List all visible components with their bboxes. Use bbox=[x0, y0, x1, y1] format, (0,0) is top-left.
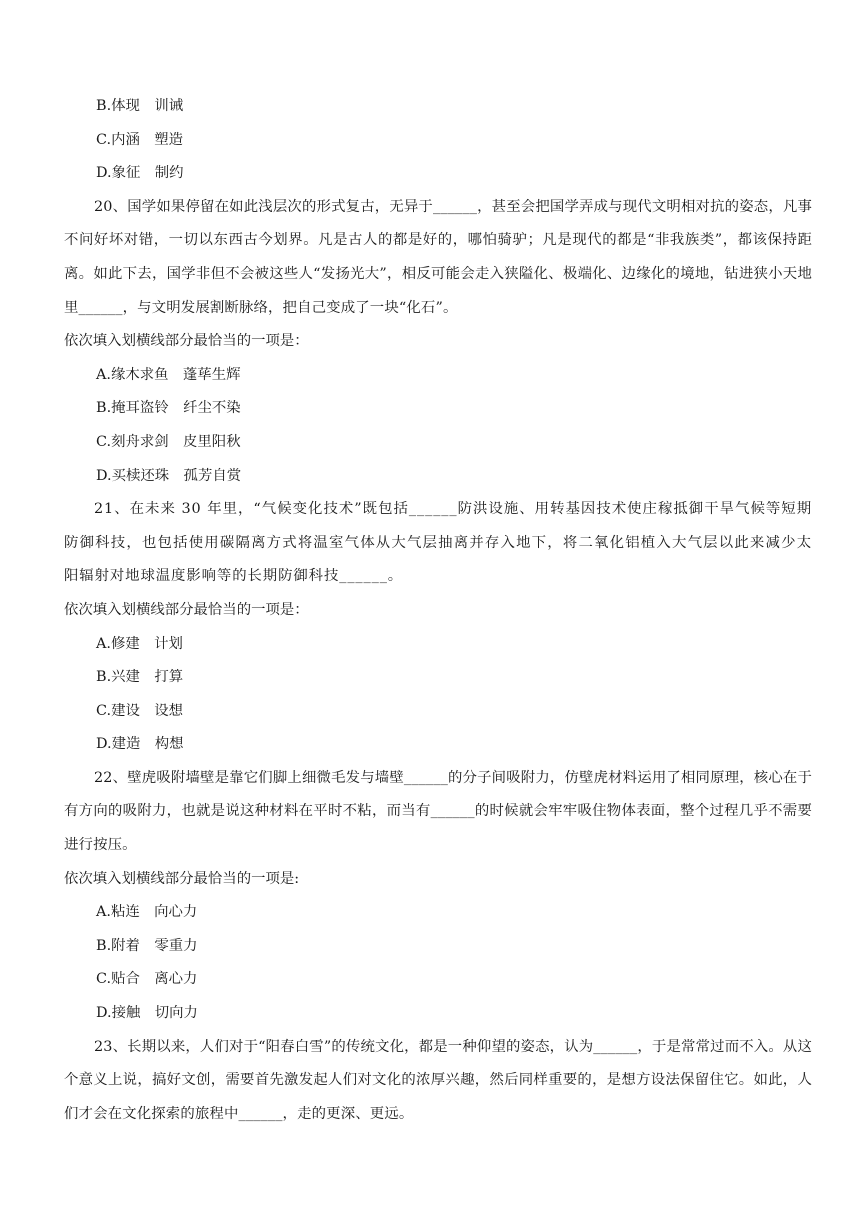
q21-option-d: D.建造 构想 bbox=[96, 736, 184, 753]
q22-option-d: D.接触 切向力 bbox=[96, 1005, 198, 1022]
q19-option-d: D.象征 制约 bbox=[96, 165, 184, 182]
q20-option-d: D.买椟还珠 孤芳自赏 bbox=[96, 467, 242, 484]
q21-option-c: C.建设 设想 bbox=[96, 702, 184, 719]
q22-prompt: 依次填入划横线部分最恰当的一项是: bbox=[64, 870, 300, 887]
q20-prompt: 依次填入划横线部分最恰当的一项是： bbox=[64, 333, 309, 350]
q20-option-a: A.缘木求鱼 蓬荜生辉 bbox=[96, 366, 241, 383]
question-content bbox=[64, 90, 812, 1131]
q19-option-b: B.体现 训诫 bbox=[96, 98, 184, 114]
q19-option-c: C.内涵 塑造 bbox=[96, 131, 184, 148]
q22-stem: 22、壁虎吸附墙壁是靠它们脚上细微毛发与墙壁______的分子间吸附力，仿壁虎材料运用了相同原理，核心在于有方向的吸附力，也就是说这种材料在平时不粘，而当有______的时候就会牢牢吸住物体表面，整个过程几乎不需要进行按压。 bbox=[64, 769, 812, 854]
q22-option-a: A.粘连 向心力 bbox=[96, 904, 198, 921]
q23-stem: 23、长期以来，人们对于“阳春白雪”的传统文化，都是一种仰望的姿态，认为______，于是常常过而不入。从这个意义上说，搞好文创，需要首先激发起人们对文化的浓厚兴趣，然后同样重要的，是想方设法保留住它。如此，人们才会在文化探索的旅程中______，走的更深、更远。 bbox=[64, 1038, 812, 1122]
q20-stem: 20、国学如果停留在如此浅层次的形式复古，无异于______，甚至会把国学弄成与现代文明相对抗的姿态，凡事不问好坏对错，一切以东西古今划界。凡是古人的都是好的，哪怕骑驴；凡是现代的都是“非我族类”，都该保持距离。如此下去，国学非但不会被这些人“发扬光大”，相反可能会走入狭隘化、极端化、边缘化的境地，钻进狭小天地里______，与文明发展割断脉络，把自己变成了一块“化石”。 bbox=[64, 198, 812, 316]
q21-option-a: A.修建 计划 bbox=[96, 635, 183, 652]
q20-option-b: B.掩耳盗铃 纤尘不染 bbox=[96, 400, 241, 417]
q21-stem: 21、在未来 30 年里，“气候变化技术”既包括______防洪设施、用转基因技术使庄稼抵御干旱气候等短期防御科技，也包括使用碳隔离方式将温室气体从大气层抽离并存入地下，将二氧化铝植入大气层以此来减少太阳辐射对地球温度影响等的长期防御科技______。 bbox=[64, 501, 812, 585]
q22-option-b: B.附着 零重力 bbox=[96, 937, 198, 954]
q21-option-b: B.兴建 打算 bbox=[96, 669, 184, 686]
q21-prompt: 依次填入划横线部分最恰当的一项是： bbox=[64, 601, 309, 618]
q22-option-c: C.贴合 离心力 bbox=[96, 971, 198, 988]
q20-option-c: C.刻舟求剑 皮里阳秋 bbox=[96, 433, 241, 450]
